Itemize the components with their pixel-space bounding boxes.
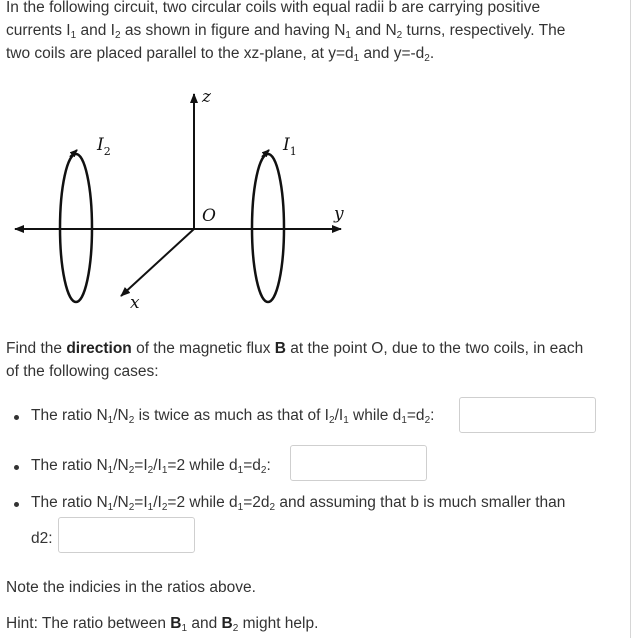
intro-line-1: In the following circuit, two circular coils with equal radii b are carrying positive: [6, 0, 541, 16]
bullet-dot: [14, 415, 19, 420]
bullet-dot: [14, 502, 19, 507]
case-3-text-line-2: d2:: [31, 530, 53, 547]
circuit-figure: [0, 82, 360, 322]
intro-paragraph: [6, 0, 606, 65]
case-2-text: The ratio $N_1/N_2=I_2/I_1=2$ while $d_1=d_2$:: [31, 457, 271, 476]
case-2-answer-input[interactable]: [290, 445, 427, 481]
label-y: y: [334, 204, 344, 224]
note-text: Note the indicies in the ratios above.: [6, 579, 256, 596]
hint-text: Hint: The ratio between $B_1$ and $B_2$ might help.: [6, 615, 319, 634]
label-x: x: [130, 293, 140, 313]
intro-line-2: currents $I_1$ and $I_2$ as shown in figure and having $N_1$ and $N_2$ turns, respectively. The: [6, 22, 566, 41]
right-border: [630, 0, 631, 638]
question-line-1: Find the direction of the magnetic flux B at the point O, due to the two coils, in each: [6, 340, 584, 357]
label-i1: $I_1$: [283, 135, 297, 158]
bullet-dot: [14, 465, 19, 470]
x-axis: [121, 229, 194, 296]
intro-line-3: two coils are placed parallel to the xz-plane, at $y=d_1$ and $y=-d_2$.: [6, 45, 435, 64]
question-line-2: of the following cases:: [6, 363, 159, 380]
case-3-answer-input[interactable]: [58, 517, 195, 553]
label-origin: O: [202, 206, 216, 226]
case-1-text: The ratio $N_1/N_2$ is twice as much as that of $I_2/I_1$ while $d_1=d_2$:: [31, 407, 435, 426]
label-i2: $I_2$: [97, 135, 111, 158]
question-paragraph: [6, 337, 606, 383]
case-1-answer-input[interactable]: [459, 397, 596, 433]
label-z: z: [202, 87, 211, 107]
case-3-text: The ratio $N_1/N_2=I_1/I_2=2$ while $d_1=2d_2$ and assuming that b is much smaller than: [31, 494, 566, 513]
